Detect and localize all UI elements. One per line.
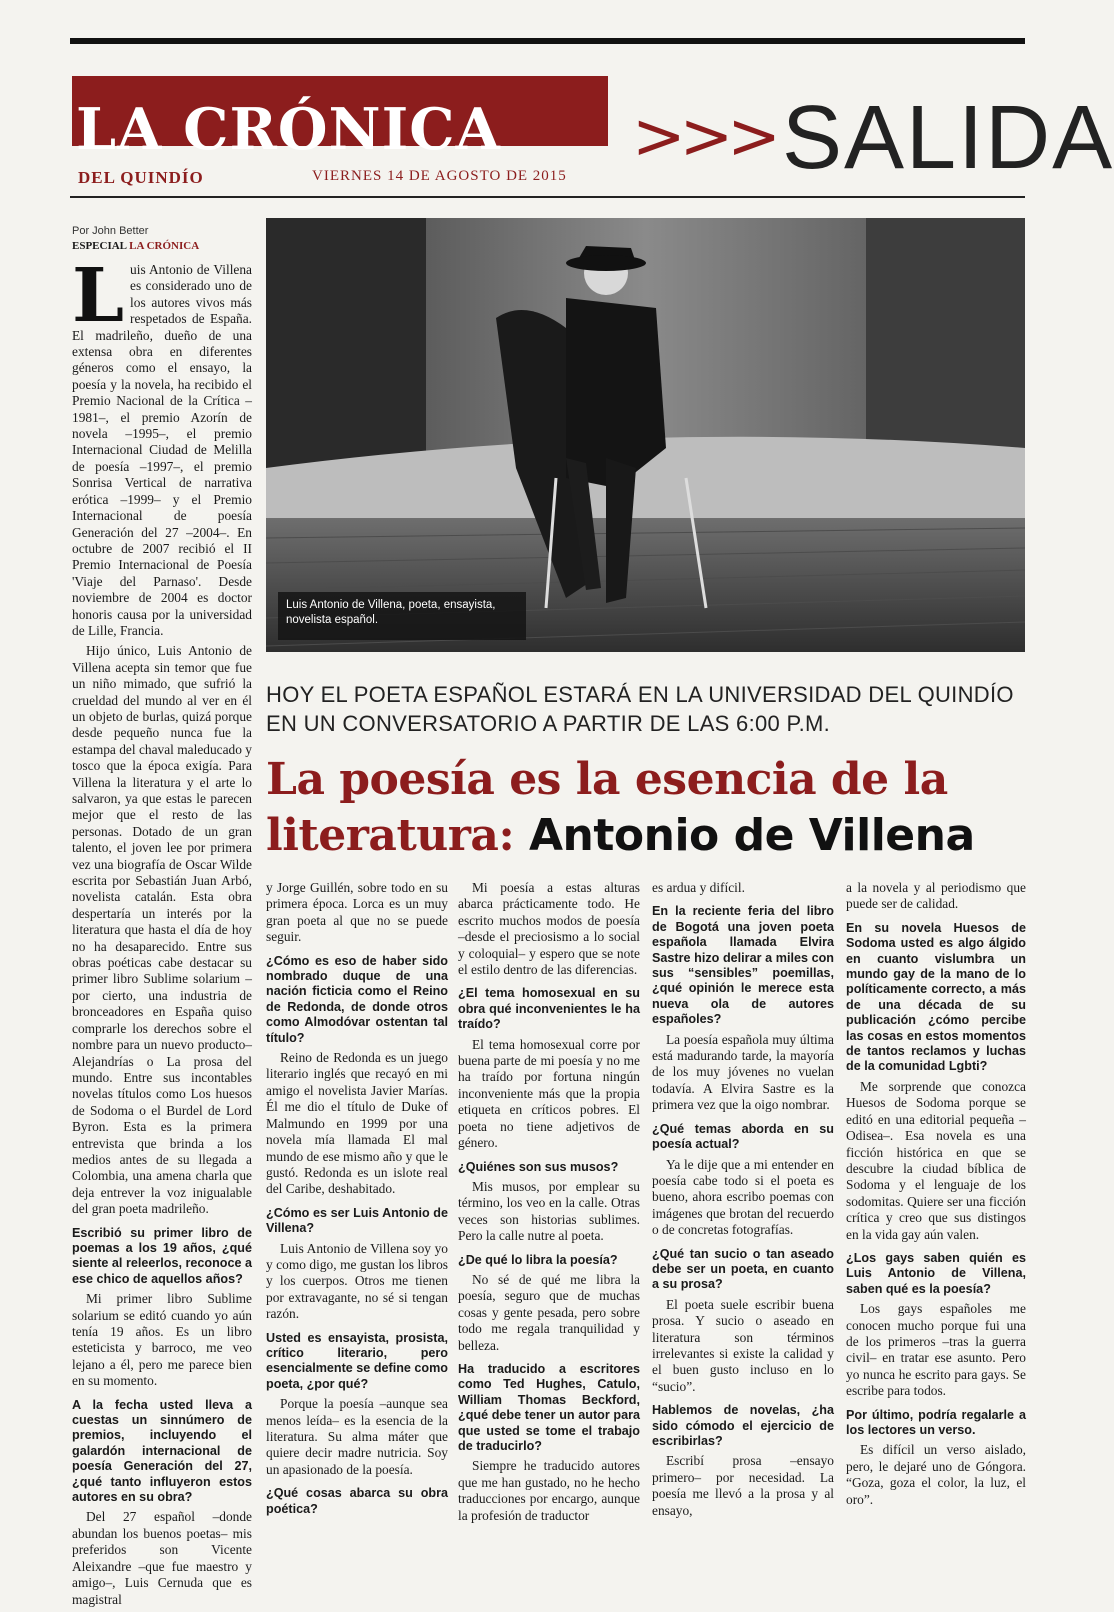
body-paragraph: La poesía española muy última está madurando tarde, la mayoría de los muy jóvenes no vuelan todavía. A Elvira Sastre es la primera vez que la oigo nombrar. xyxy=(652,1031,834,1113)
body-paragraph: Escribí prosa –ensayo primero– por necesidad. La poesía me llevó a la prosa y al ensayo, xyxy=(652,1453,834,1518)
body-paragraph: Mis musos, por emplear su término, los veo en la calle. Otras veces son historias sublimes. Pero la calle nutre al poeta. xyxy=(458,1178,640,1244)
interview-question: ¿Qué tan sucio o tan aseado debe ser un poeta, en cuanto a su prosa? xyxy=(652,1246,834,1292)
body-paragraph: Luis Antonio de Villena soy yo y como digo, me gustan los libros y los cuerpos. Otros me tienen por extravagante, no sé si tengan razón. xyxy=(266,1240,448,1322)
article-kicker: HOY EL POETA ESPAÑOL ESTARÁ EN LA UNIVERSIDAD DEL QUINDÍO EN UN CONVERSATORIO A PARTIR DE LAS 6:00 P.M. xyxy=(266,682,1014,736)
body-paragraph: El tema homosexual corre por buena parte de mi poesía y no me ha traído por fortuna ningún inconveniente más que la propia etiqueta en críticos pobres. El poeta no tiene adjetivos de género. xyxy=(458,1036,640,1151)
headline-dark: Antonio de Villena xyxy=(514,810,975,861)
photo-illustration xyxy=(266,218,1025,652)
interview-question: En la reciente feria del libro de Bogotá una joven poeta española llamada Elvira Sastre hizo delirar a miles con sus “sensibles” poemillas, ¿qué opinión le merece esta nueva ola de autores españoles? xyxy=(652,904,834,1027)
body-paragraph: es ardua y difícil. xyxy=(652,880,745,895)
special-prefix: ESPECIAL xyxy=(72,240,130,252)
body-paragraph: Del 27 español –donde abundan los buenos poetas– mis preferidos son Vicente Aleixandre –que fue maestro y amigo–, Luis Cernuda que es magistral xyxy=(72,1509,252,1607)
column-1 xyxy=(72,253,252,1612)
top-rule xyxy=(70,38,1025,44)
drop-cap: L xyxy=(72,253,125,339)
interview-question: En su novela Huesos de Sodoma usted es algo álgido en cuanto vislumbra un mundo gay de la mano de lo políticamente correcto, a más de una década de su publicación ¿cómo percibe las cosas en estos momentos de tantos reclamos y luchas de la comunidad Lgbti? xyxy=(846,920,1026,1074)
issue-date: VIERNES 14 DE AGOSTO DE 2015 xyxy=(312,168,567,184)
interview-question: Escribió su primer libro de poemas a los 19 años, ¿qué siente al releerlos, reconoce a ese chico de aquellos años? xyxy=(72,1225,252,1286)
column-2 xyxy=(266,880,448,1521)
interview-question: Por último, podría regalarle a los lectores un verso. xyxy=(846,1407,1026,1437)
article-photo xyxy=(266,218,1025,652)
column-3 xyxy=(458,880,640,1528)
interview-question: ¿Quiénes son sus musos? xyxy=(458,1159,619,1174)
body-paragraph: Ya le dije que a mi entender en poesía cabe todo si el poeta es bueno, ahora escribo poemas con imágenes que brotan del recuerdo o de concretas fotografías. xyxy=(652,1156,834,1238)
interview-question: Usted es ensayista, prosista, crítico literario, pero esencialmente se define como poeta, ¿por qué? xyxy=(266,1330,448,1391)
interview-question: A la fecha usted lleva a cuestas un sinnúmero de premios, incluyendo el galardón internacional de poesía Generación del 27, ¿qué tanto influyeron estos autores en su obra? xyxy=(72,1397,252,1505)
interview-question: ¿Cómo es eso de haber sido nombrado duque de una nación ficticia como el Reino de Redonda, de donde otros como Almodóvar ostentan tal título? xyxy=(266,953,448,1045)
body-paragraph: y Jorge Guillén, sobre todo en su primera época. Lorca es un muy gran poeta al que no se puede seguir. xyxy=(266,880,448,945)
interview-question: ¿Qué cosas abarca su obra poética? xyxy=(266,1486,448,1516)
interview-question: ¿Los gays saben quién es Luis Antonio de Villena, saben qué es la poesía? xyxy=(846,1250,1026,1296)
photo-caption: Luis Antonio de Villena, poeta, ensayista, novelista español. xyxy=(278,592,526,640)
body-paragraph: Mi poesía a estas alturas abarca prácticamente todo. He escrito muchos modos de poesía –desde el preciosismo a lo social y coloquial– y espero que se note el estilo dentro de las diferencias. xyxy=(458,880,640,978)
body-paragraph: Porque la poesía –aunque sea menos leída– es la esencia de la literatura. Su alma máter que quiere decir madre nutricia. Soy un apasionado de la poesía. xyxy=(266,1396,448,1477)
section-arrows: >>> xyxy=(632,100,775,174)
column-4 xyxy=(652,880,834,1523)
masthead-rule xyxy=(70,196,1025,198)
headline-red: La poesía es la esencia de la literatura: xyxy=(266,754,948,861)
body-paragraph: Siempre he traducido autores que me han gustado, no he hecho traducciones por encargo, aunque la profesión de traductor xyxy=(458,1458,640,1523)
body-paragraph: Me sorprende que conozca Huesos de Sodoma porque se editó en una editorial pequeña –Odisea–. Esa novela es una ficción histórica en que se descubre la ciudad bíblica de Sodoma y el lenguaje de los sodomitas. Quiere ser una ficción crítica y creo que sus distingos en la vida gay aún valen. xyxy=(846,1078,1026,1242)
article-headline xyxy=(266,752,1036,864)
body-paragraph: Es difícil un verso aislado, pero, le dejaré uno de Góngora. “Goza, goza el color, la luz, el oro”. xyxy=(846,1442,1026,1507)
body-paragraph: a la novela y al periodismo que puede ser de calidad. xyxy=(846,880,1026,912)
interview-question: ¿Qué temas aborda en su poesía actual? xyxy=(652,1121,834,1152)
special-brand: LA CRÓNICA xyxy=(129,240,200,252)
interview-question: Ha traducido a escritores como Ted Hughes, Catulo, William Thomas Beckford, ¿qué debe tener un autor para que usted se tome el trabajo de traducirlo? xyxy=(458,1361,640,1453)
byline-author: Por John Better xyxy=(72,225,149,237)
body-paragraph: El poeta suele escribir buena prosa. Y sucio o aseado en literatura son términos irrelevantes si existe la calidad y el buen gusto incluso en lo “sucio”. xyxy=(652,1296,834,1394)
interview-question: ¿El tema homosexual en su obra qué inconvenientes le ha traído? xyxy=(458,986,640,1032)
column-5 xyxy=(846,880,1026,1512)
body-paragraph: Hijo único, Luis Antonio de Villena acepta sin temor que fue un niño mimado, que sufrió la crueldad del mundo al ver en él un objeto de burlas, quizá porque desde pequeño nunca fue la estampa del chaval maleducado y tosco que la época exigía. Para Villena la literatura y el arte lo salvaron, ya que estas le parecen mejor que el resto de las personas. Dotado de un gran talento, el joven lee por primera vez una biografía de Oscar Wilde escrita por Sebastián Juan Arbó, novelista catalán. Esta obra despertaría un interés por la literatura que hasta el día de hoy no ha desaparecido. Entre sus obras poéticas cabe destacar su primer libro Sublime solarium –por cierto, una industria de bronceadores en España quiso comprarle los derechos sobre el nombre para un nuevo producto– Alejandrías o La prosa del mundo. Entre sus incontables novelas títulos como Los huesos de Sodoma o el Burdel de Lord Byron. Esta es la primera entrevista que brinda a los medios antes de su llegada a Colombia, una amena charla que deja entrever la voz inigualable del gran poeta madrileño. xyxy=(72,643,252,1217)
body-paragraph: uis Antonio de Villena es considerado uno de los autores vivos más respetados de España. El madrileño, dueño de una extensa obra en diferentes géneros como el ensayo, la poesía y la novela, ha recibido el Premio Nacional de la Crítica –1981–, el premio Azorín de novela –1995–, el premio Internacional Ciudad de Melilla de poesía –1997–, el premio Sonrisa Vertical de narrativa erótica –1999– y el Premio Internacional de poesía Generación del 27 –2004–. En octubre de 2007 recibió el II Premio Internacional de Poesía 'Viaje del Parnaso'. Desde noviembre de 2004 es doctor honoris causa por la universidad de Lille, Francia. xyxy=(72,262,252,638)
body-paragraph: Mi primer libro Sublime solarium se editó cuando yo aún tenía 19 años. Es un libro esteticista y barroco, me veo lejano a él, pero me parece bien en su momento. xyxy=(72,1291,252,1389)
section-name: SALIDA xyxy=(782,88,1114,188)
interview-question: ¿Cómo es ser Luis Antonio de Villena? xyxy=(266,1205,448,1236)
interview-question: ¿De qué lo libra la poesía? xyxy=(458,1252,618,1267)
byline-special xyxy=(72,240,199,252)
body-paragraph: Los gays españoles me conocen mucho porque fui una de los primeros –tras la guerra civil– en tratar ese asunto. Pero yo nunca he escrito para gays. Se escribe para todos. xyxy=(846,1301,1026,1399)
body-paragraph: Reino de Redonda es un juego literario inglés que recayó en mi amigo el novelista Javier Marías. Él me dio el título de Duke of Malmundo en 1999 por una novela mía llamada El mal mundo de ese mismo año y que le gustó. Redonda es un islote real del Caribe, deshabitado. xyxy=(266,1050,448,1197)
masthead xyxy=(70,38,1114,188)
column-1-body xyxy=(72,253,252,1608)
interview-question: Hablemos de novelas, ¿ha sido cómodo el ejercicio de escribirlas? xyxy=(652,1403,834,1448)
paper-name: LA CRÓNICA xyxy=(76,96,501,163)
newspaper-logo xyxy=(72,76,608,194)
paper-subtitle: DEL QUINDÍO xyxy=(78,168,204,187)
body-paragraph: No sé de qué me libra la poesía, seguro que de muchas cosas y gente pesada, pero sobre todo me regala tranquilidad y belleza. xyxy=(458,1271,640,1353)
